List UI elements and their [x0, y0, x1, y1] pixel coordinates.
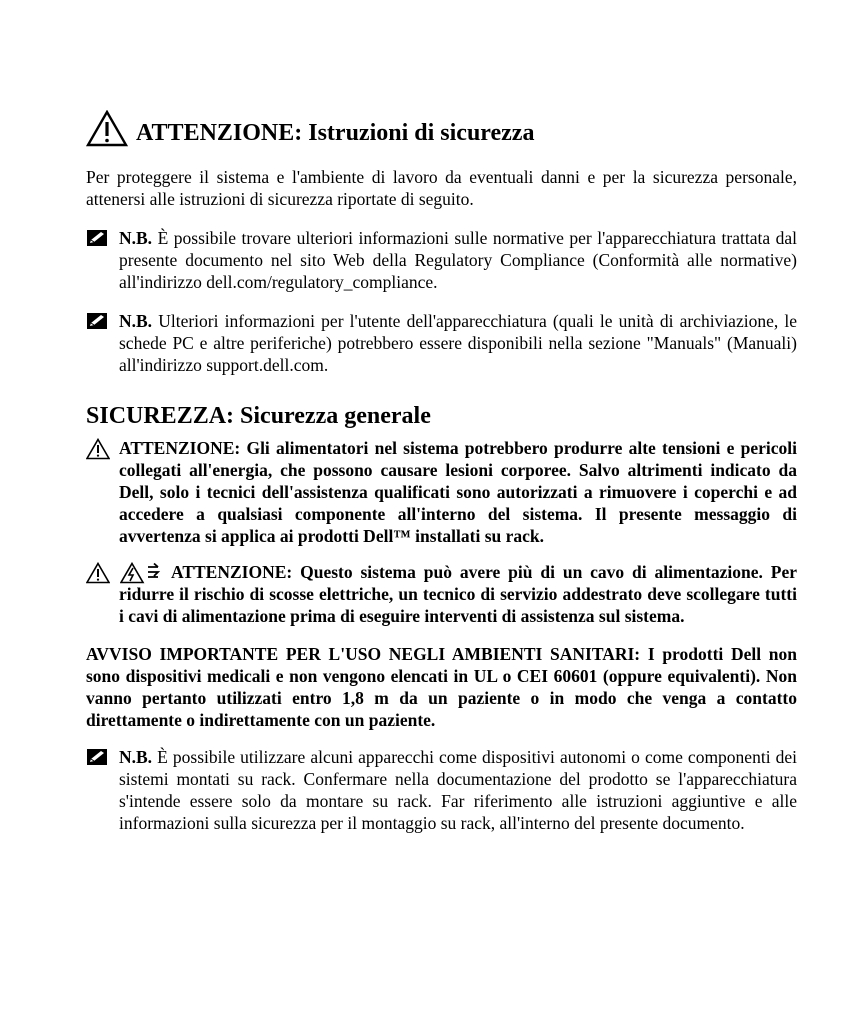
healthcare-notice: AVVISO IMPORTANTE PER L'USO NEGLI AMBIENTI SANITARI: I prodotti Dell non sono dispositivi medicali e non vengono elencati in UL o CEI 60601 (oppure equivalenti). Non vanno pertanto utilizzati entro 1,8 m da un paziente o in modo che venga a contatto direttamente o indirettamente con un paziente.: [86, 644, 797, 730]
electric-shock-icon: [120, 562, 164, 584]
warning-text: ATTENZIONE: Questo sistema può avere più di un cavo di alimentazione. Per ridurre il rischio di scosse elettriche, un tecnico di servizio addestrato deve scollegare tutti i cavi di alimentazione prima di eseguire interventi di assistenza sul sistema.: [119, 562, 797, 626]
note-3: [86, 746, 797, 834]
warning-text: ATTENZIONE: Gli alimentatori nel sistema potrebbero produrre alte tensioni e pericoli collegati all'energia, che possono causare lesioni corporee. Salvo altrimenti indicato da Dell, solo i tecnici dell'assistenza qualificati sono autorizzati a rimuovere i coperchi e ad accedere a qualsiasi componente all'interno del sistema. Il presente messaggio di avvertenza si applica ai prodotti Dell™ installati su rack.: [119, 438, 797, 546]
page-title-text: ATTENZIONE: Istruzioni di sicurezza: [136, 120, 535, 146]
note-pencil-icon: [86, 229, 108, 247]
warning-2: [86, 561, 797, 627]
note-label: N.B.: [119, 747, 153, 767]
warning-triangle-icon: [86, 110, 128, 148]
warning-1: [86, 437, 797, 547]
note-text: È possibile utilizzare alcuni apparecchi come dispositivi autonomi o come componenti dei sistemi montati su rack. Confermare nella documentazione del prodotto se l'apparecchiatura s'intende essere solo da montare su rack. Far riferimento alle istruzioni aggiuntive e alle informazioni sulla sicurezza per il montaggio su rack, all'interno del presente documento.: [119, 747, 797, 833]
note-pencil-icon: [86, 312, 108, 330]
note-text: Ulteriori informazioni per l'utente dell'apparecchiatura (quali le unità di archiviazione, le schede PC e altre periferiche) potrebbero essere disponibili nella sezione "Manuals" (Manuali) all'indirizzo support.dell.com.: [119, 311, 797, 375]
page-title: [86, 108, 797, 148]
warning-triangle-icon: [86, 562, 110, 584]
note-label: N.B.: [119, 228, 153, 248]
section-heading: SICUREZZA: Sicurezza generale: [86, 403, 431, 429]
note-2: [86, 310, 797, 376]
note-1: [86, 227, 797, 293]
warning-triangle-icon: [86, 438, 110, 460]
document-page: [86, 108, 797, 834]
note-text: È possibile trovare ulteriori informazioni sulle normative per l'apparecchiatura trattata dal presente documento nel sito Web della Regulatory Compliance (Conformità alle normative) all'indirizzo dell.com/regulatory_compliance.: [119, 228, 797, 292]
intro-paragraph: Per proteggere il sistema e l'ambiente di lavoro da eventuali danni e per la sicurezza personale, attenersi alle istruzioni di sicurezza riportate di seguito.: [86, 167, 797, 209]
warning-icon-group: [86, 562, 164, 589]
note-label: N.B.: [119, 311, 153, 331]
note-pencil-icon: [86, 748, 108, 766]
